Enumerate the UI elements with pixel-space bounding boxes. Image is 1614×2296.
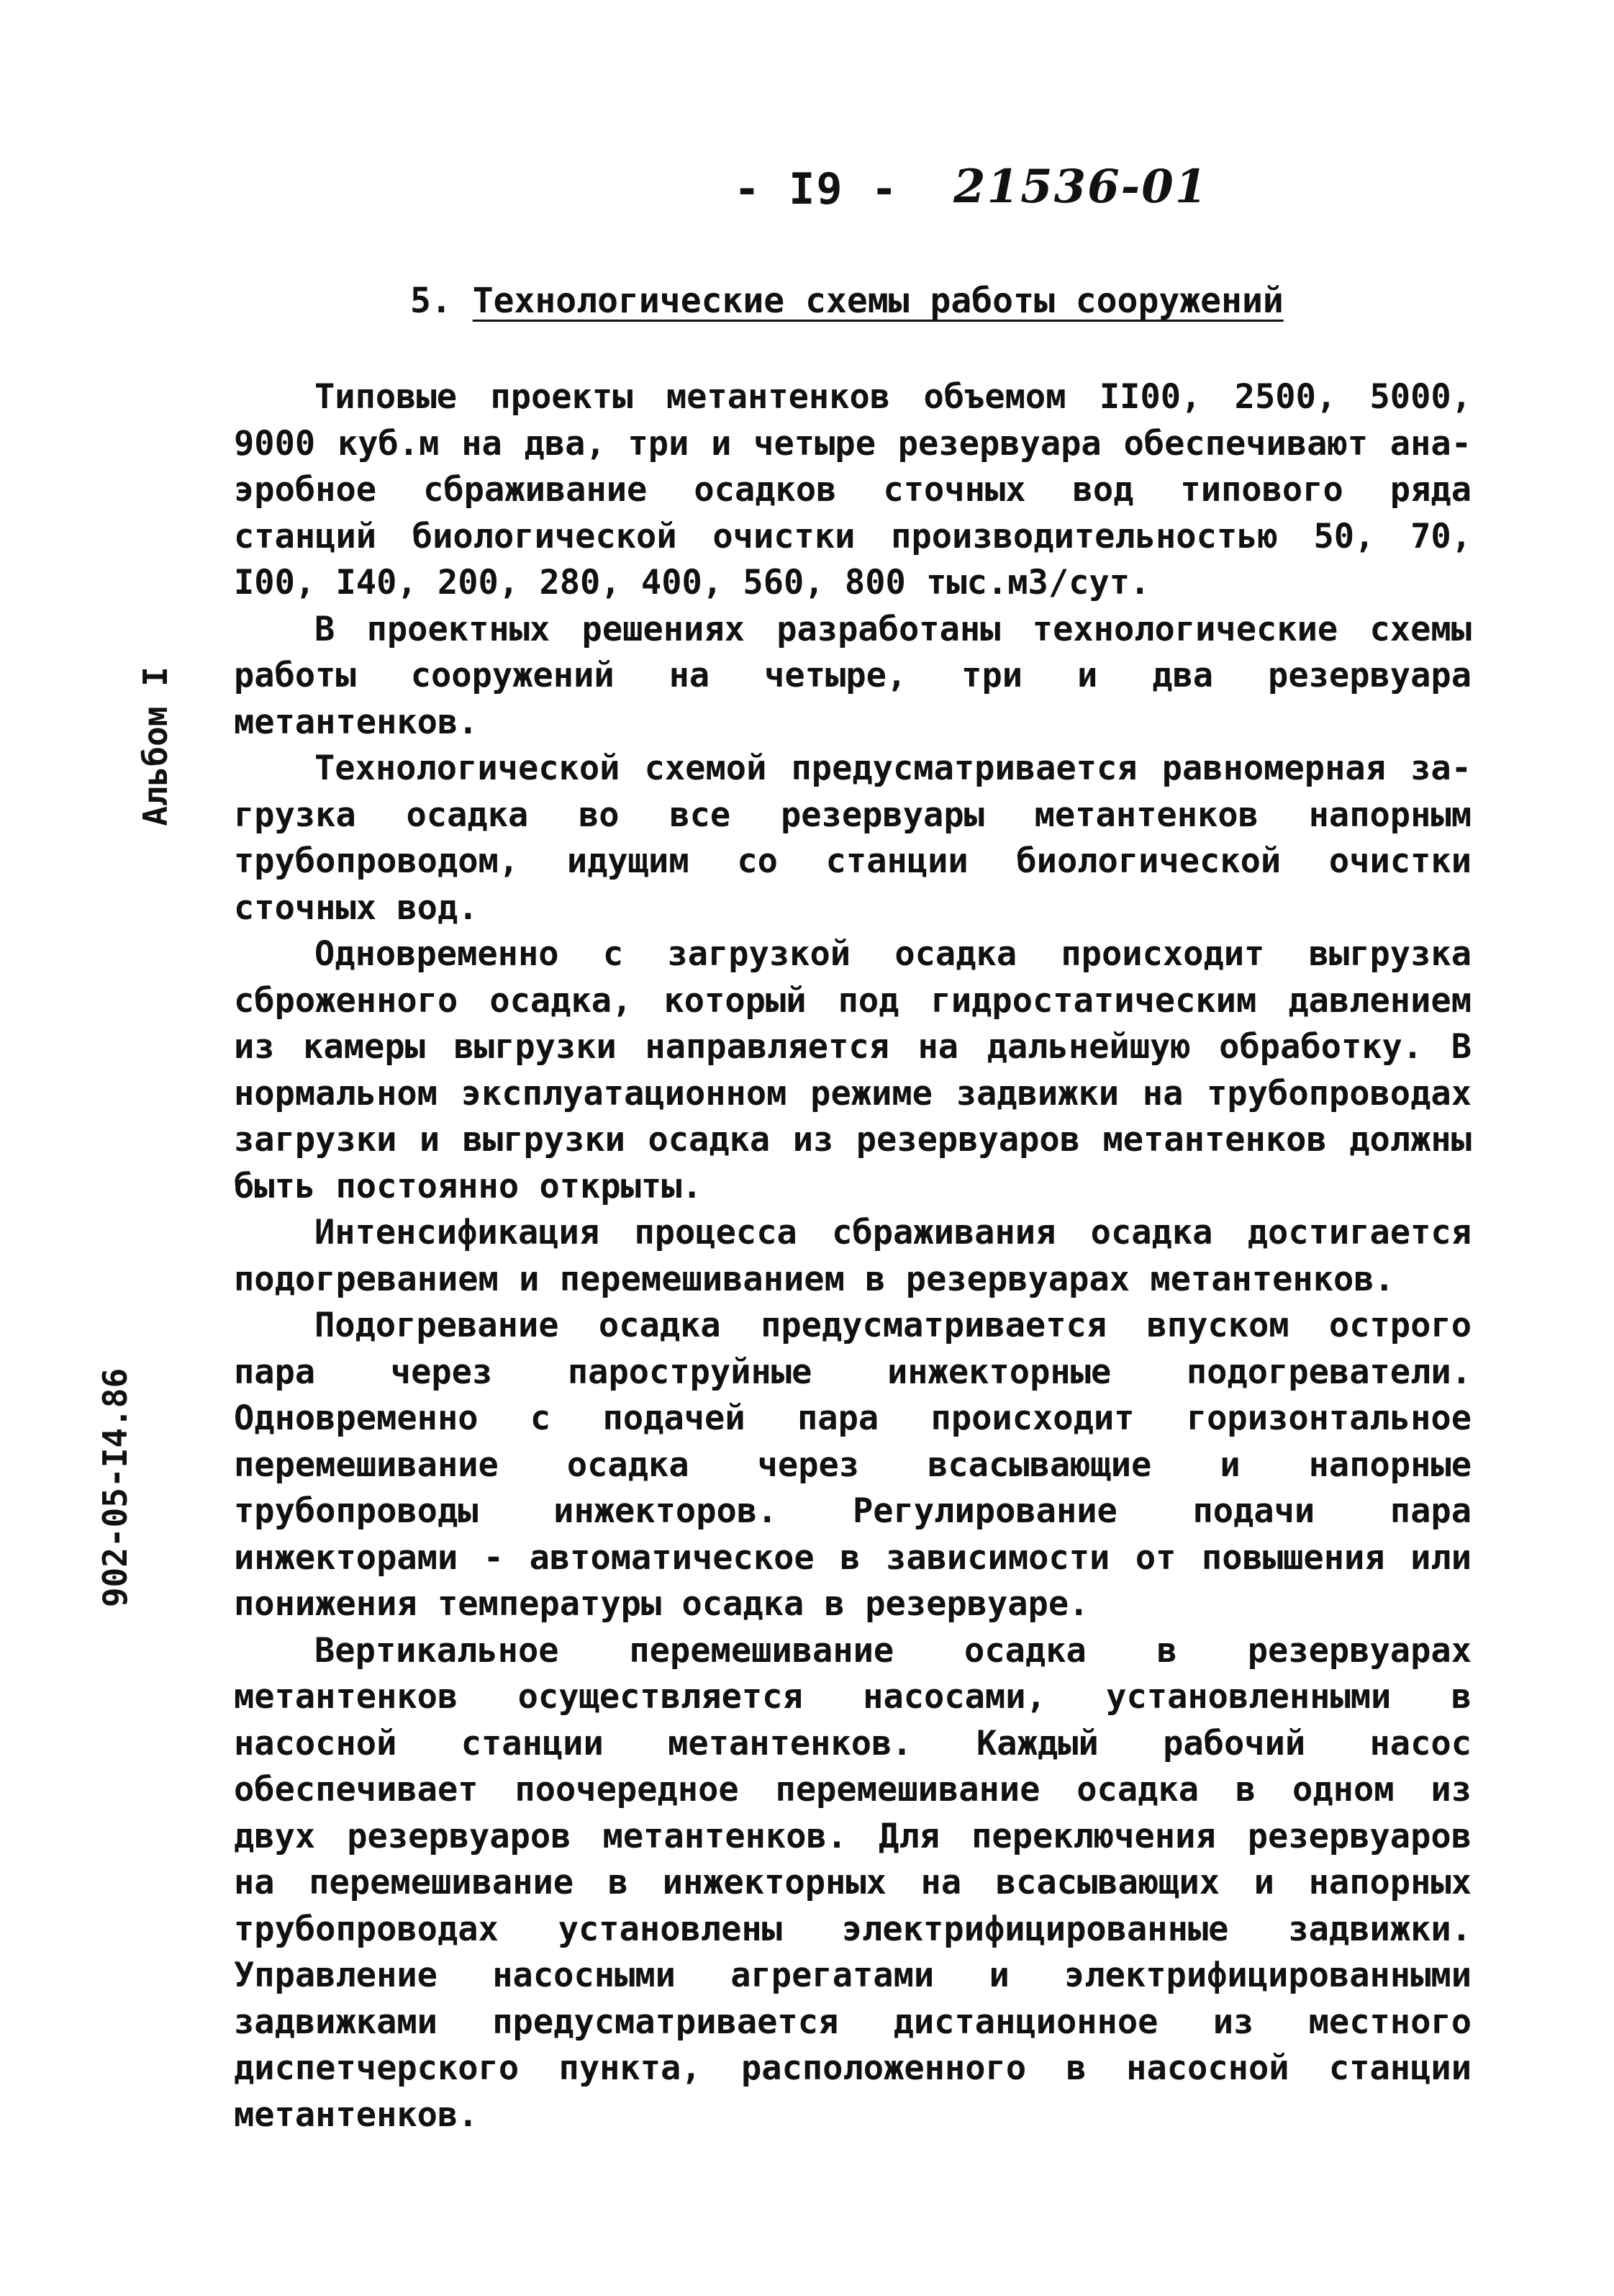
paragraph: В проектных решениях разработаны технологические схемы работы сооружений на четыре, три и два резервуара метантенков.: [234, 609, 1472, 742]
body-text: [234, 374, 1472, 2138]
page-number: - I9 -: [734, 164, 899, 214]
paragraph: Интенсификация процесса сбраживания осадка достигается подогреванием и перемешиванием в резервуарах метантенков.: [234, 1213, 1472, 1299]
document-number: 902-05-I4.86: [96, 1368, 135, 1608]
paragraph: Одновременно с загрузкой осадка происходит выгрузка сброженного осадка, который под гидростатическим давлением из камеры выгрузки направляется на дальнейшую обработку. В нормальном эксплуатационном режиме задвижки на трубопроводах загрузки и выгрузки осадка из резервуаров метантенков должны быть постоянно открыты.: [234, 934, 1472, 1206]
section-title: Технологические схемы работы сооружений: [472, 281, 1284, 321]
album-label: Альбом I: [136, 666, 175, 826]
document-code: 21536-01: [953, 160, 1209, 214]
paragraph: Подогревание осадка предусматривается впуском острого пара через пароструйные инжекторные подогреватели. Одновременно с подачей пара происходит горизонтальное перемешивание осадка через всасывающие и напорные трубопроводы инжекторов. Регулирование подачи пара инжекторами - автоматическое в зависимости от повышения или понижения температуры осадка в резервуаре.: [234, 1306, 1472, 1624]
paragraph: Типовые проекты метантенков объемом II00, 2500, 5000, 9000 куб.м на два, три и четыре резервуара обеспечивают анаэробное сбраживание осадков сточных вод типового ряда станций биологической очистки производительностью 50, 70, I00, I40, 200, 280, 400, 560, 800 тыс.м3/сут.: [234, 377, 1472, 602]
paragraph: Вертикальное перемешивание осадка в резервуарах метантенков осуществляется насосами, установленными в насосной станции метантенков. Каждый рабочий насос обеспечивает поочередное перемешивание осадка в одном из двух резервуаров метантенков. Для переключения резервуаров на перемешивание в инжекторных на всасывающих и напорных трубопроводах установлены электрифицированные задвижки. Управление насосными агрегатами и электрифицированными задвижками предусматривается дистанционное из местного диспетчерского пункта, расположенного в насосной станции метантенков.: [234, 1630, 1472, 2135]
section-number: 5.: [410, 281, 452, 321]
paragraph: Технологической схемой предусматривается равномерная загрузка осадка во все резервуары метантенков напорным трубопроводом, идущим со станции биологической очистки сточных вод.: [234, 749, 1472, 928]
section-heading: [410, 281, 1284, 321]
